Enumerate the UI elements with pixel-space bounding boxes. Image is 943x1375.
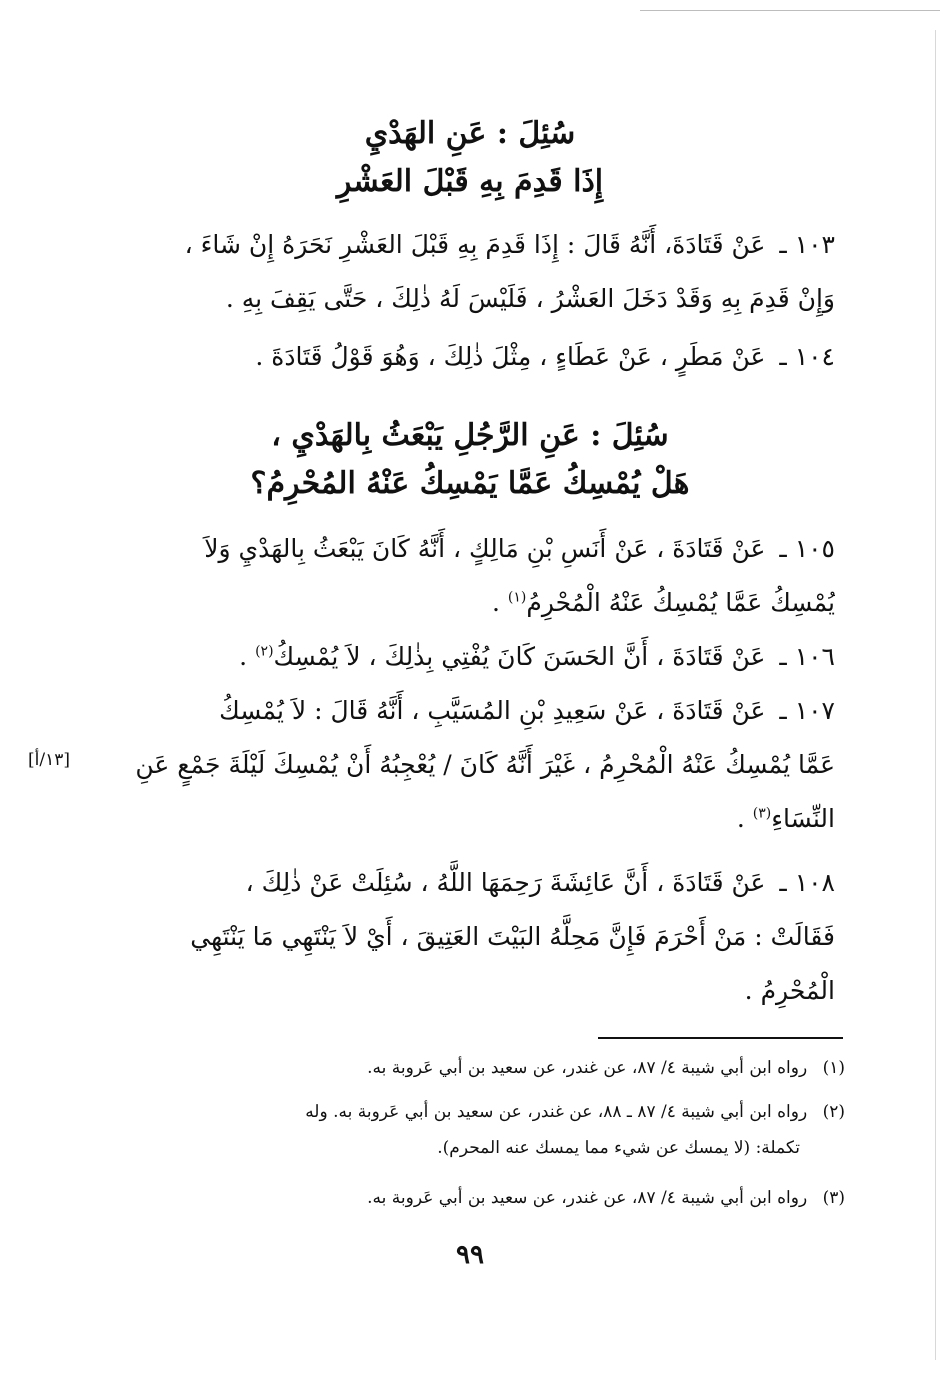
- manuscript-folio-ref: [١٣/أ]: [28, 750, 70, 770]
- paragraph-line: [110, 330, 835, 384]
- paragraph-text: عَنْ قَتَادَةَ ، أَنَّ الحَسَنَ كَانَ يُفْتِي بِذٰلِكَ ، لاَ يُمْسِكُ: [273, 642, 766, 671]
- paragraph-text: عَنْ قَتَادَةَ ، عَنْ سَعِيدِ بْنِ المُسَيَّبِ ، أَنَّهُ قَالَ : لاَ يُمْسِكُ: [219, 696, 766, 725]
- heading-line: سُئِلَ : عَنِ الهَدْيِ: [364, 116, 576, 151]
- paragraph-line: فَقَالَتْ : مَنْ أَحْرَمَ فَإِنَّ مَحِلَّهُ البَيْتَ العَتِيقَ ، أَيْ لاَ يَنْتَهِي مَا يَنْتَهِي: [190, 922, 835, 951]
- paragraph-line: [110, 684, 835, 738]
- paragraph-tail: .: [239, 642, 256, 671]
- scan-side-line: [935, 30, 936, 1360]
- page-number: ٩٩: [456, 1240, 484, 1270]
- paragraph-text: عَنْ مَطَرٍ ، عَنْ عَطَاءٍ ، مِثْلَ ذٰلِكَ ، وَهُوَ قَوْلُ قَتَادَةَ .: [255, 342, 766, 371]
- footnote-number: (٢): [822, 1102, 845, 1122]
- paragraph-107: [110, 684, 835, 846]
- paragraph-108: [110, 856, 835, 1018]
- paragraph-tail: .: [736, 804, 753, 833]
- paragraph-number: ١٠٦ ـ: [779, 642, 835, 671]
- paragraph-line: [110, 218, 835, 272]
- section-heading-1: [110, 110, 830, 206]
- footnote-number: (٣): [822, 1188, 845, 1208]
- footnote-text: رواه ابن أبي شيبة ٤/ ٨٧، عن غندر، عن سعيد بن أبي عَروبة به.: [367, 1058, 808, 1078]
- paragraph-tail: .: [491, 588, 508, 617]
- paragraph-line: وَإِنْ قَدِمَ بِهِ وَقَدْ دَخَلَ العَشْرُ ، فَلَيْسَ لَهُ ذٰلِكَ ، حَتَّى يَقِفَ بِهِ .: [225, 284, 835, 313]
- footnote-line: تكملة: (لا يمسك عن شيء مما يمسك عنه المحرم).: [437, 1138, 800, 1158]
- paragraph-text: النِّسَاءِ: [771, 804, 835, 833]
- paragraph-number: ١٠٥ ـ: [779, 534, 835, 563]
- heading-line: هَلْ يُمْسِكُ عَمَّا يَمْسِكُ عَنْهُ المُحْرِمُ؟: [250, 466, 690, 501]
- footnote-ref-3[interactable]: (٣): [752, 805, 772, 822]
- paragraph-104: [110, 330, 835, 384]
- footnote-line: [110, 1180, 845, 1216]
- paragraph-text: عَنْ قَتَادَةَ، أَنَّهُ قَالَ : إِذَا قَدِمَ بِهِ قَبْلَ العَشْرِ نَحَرَهُ إِنْ شَاءَ ،: [184, 230, 766, 259]
- paragraph-text: يُمْسِكُ عَمَّا يُمْسِكُ عَنْهُ الْمُحْرِمُ: [526, 588, 835, 617]
- paragraph-text: عَنْ قَتَادَةَ ، أَنَّ عَائِشَةَ رَحِمَهَا اللَّهُ ، سُئِلَتْ عَنْ ذٰلِكَ ،: [245, 868, 766, 897]
- paragraph-line: عَمَّا يُمْسِكُ عَنْهُ الْمُحْرِمُ ، غَيْرَ أَنَّهُ كَانَ / يُعْجِبُهُ أَنْ يُمْسِكَ لَيْلَةَ جَمْعٍ عَنِ: [135, 750, 835, 779]
- footnote-1: [110, 1050, 845, 1086]
- paragraph-number: ١٠٣ ـ: [779, 230, 835, 259]
- paragraph-103: [110, 218, 835, 326]
- footnote-number: (١): [822, 1058, 845, 1078]
- paragraph-line: [110, 856, 835, 910]
- footnote-divider: [598, 1037, 843, 1039]
- paragraph-text: عَنْ قَتَادَةَ ، عَنْ أَنَسِ بْنِ مَالِكٍ ، أَنَّهُ كَانَ يَبْعَثُ بِالهَدْيِ وَلاَ: [204, 534, 766, 563]
- paragraph-line: [110, 792, 835, 846]
- footnote-3: [110, 1180, 845, 1216]
- footnote-2: [110, 1094, 845, 1166]
- paragraph-line: [110, 576, 835, 630]
- footnote-ref-1[interactable]: (١): [507, 589, 527, 606]
- paragraph-line: الْمُحْرِمُ .: [744, 976, 835, 1005]
- paragraph-106: [110, 630, 835, 684]
- paragraph-number: ١٠٤ ـ: [779, 342, 835, 371]
- scan-edge-line: [640, 10, 940, 11]
- paragraph-number: ١٠٨ ـ: [779, 868, 835, 897]
- footnote-line: [110, 1050, 845, 1086]
- footnote-text: رواه ابن أبي شيبة ٤/ ٨٧، عن غندر، عن سعيد بن أبي عَروبة به.: [367, 1188, 808, 1208]
- paragraph-line: [110, 630, 835, 684]
- paragraph-105: [110, 522, 835, 630]
- heading-line: سُئِلَ : عَنِ الرَّجُلِ يَبْعَثُ بِالهَدْيِ ،: [271, 418, 669, 453]
- footnote-text: رواه ابن أبي شيبة ٤/ ٨٧ ـ ٨٨، عن غندر، عن سعيد بن أبي عَروبة به. وله: [305, 1102, 808, 1122]
- paragraph-line: [110, 522, 835, 576]
- footnote-line: [110, 1094, 845, 1130]
- paragraph-number: ١٠٧ ـ: [779, 696, 835, 725]
- heading-line: إِذَا قَدِمَ بِهِ قَبْلَ العَشْرِ: [336, 164, 604, 199]
- section-heading-2: [110, 412, 830, 508]
- footnote-ref-2[interactable]: (٢): [255, 643, 274, 660]
